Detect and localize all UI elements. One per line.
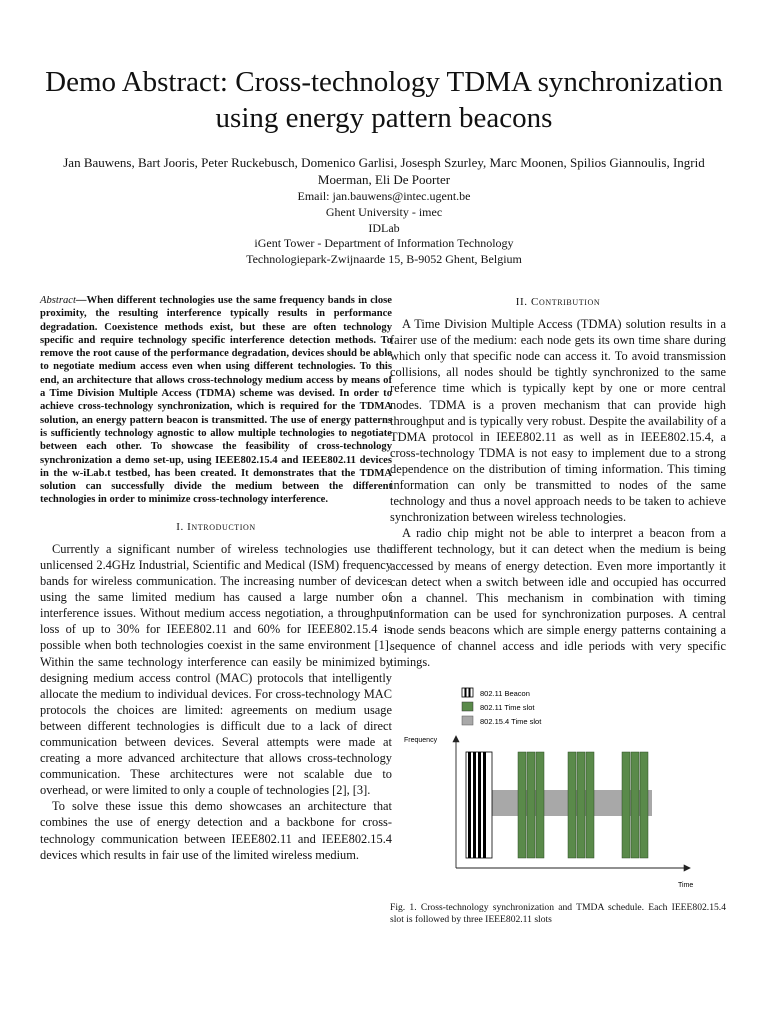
section-heading-contribution <box>390 294 726 310</box>
beacon-pattern <box>466 752 492 858</box>
x-axis-label: Time <box>678 882 694 889</box>
intro-paragraph: Currently a significant number of wireless technologies use the unlicensed 2.4GHz Industrial, Scientific and Medical (ISM) frequency bands for wireless communication. The increasing number of devices using the same limited medium has caused a large number of interference issues. Without medium access negotiation, a throughput loss of up to 30% for IEEE802.11 and 60% for IEEE802.15.4 is possible when both technologies coexist in the same environment [1]. Within the same technology interference can easily be minimized by designing medium access control (MAC) protocols that intelligently allocate the medium to individual devices. For cross-technology MAC protocols the choices are limited: agreements on medium usage between different technologies is difficult due to a lack of direct communication between devices. Several attempts were made at creating a more advanced architecture that allows cross-technology communication. These architectures were not scalable due to overhead, or were limited to only a couple of technologies [2], [3]. <box>40 541 392 798</box>
section-number: I. <box>176 520 184 533</box>
y-axis-label: Frequency <box>404 737 438 744</box>
intro-paragraph: To solve these issue this demo showcases an architecture that combines the use of energy detection and a backbone for cross-technology communication between IEEE802.11 and IEEE802.15.4 devices which results in fair use of the limited wireless medium. <box>40 799 392 862</box>
figure-1 <box>396 680 706 894</box>
department-name: iGent Tower - Department of Information Technology <box>254 236 514 251</box>
figure-caption: Fig. 1. Cross-technology synchronization and TMDA schedule. Each IEEE802.15.4 slot is followed by three IEEE802.11 slots <box>390 902 726 926</box>
university-name: Ghent University - imec <box>325 204 443 219</box>
legend-label-beacon: 802.11 Beacon <box>480 689 530 698</box>
section-number: II. <box>515 296 528 308</box>
abstract <box>40 294 392 507</box>
80211-time-slots <box>518 752 648 858</box>
legend-swatch-beacon <box>462 688 473 697</box>
paper-title: Demo Abstract: Cross-technology TDMA synchronization using energy pattern beacons <box>45 66 723 134</box>
author-list: Jan Bauwens, Bart Jooris, Peter Ruckebusch, Domenico Garlisi, Josesph Szurley, Marc Moonen, Spilios Giannoulis, Ingrid Moerman, Eli De Poorter <box>63 155 705 187</box>
section-title: Contribution <box>531 296 601 308</box>
section-heading-introduction <box>40 519 392 535</box>
postal-address: Technologiepark-Zwijnaarde 15, B-9052 Ghent, Belgium <box>246 252 522 267</box>
figure-legend <box>462 688 542 726</box>
abstract-lead: Abstract <box>40 295 76 306</box>
legend-label-80211-slot: 802.11 Time slot <box>480 703 535 712</box>
author-email: Email: jan.bauwens@intec.ugent.be <box>297 189 471 203</box>
left-column <box>40 294 392 863</box>
abstract-text: —When different technologies use the same frequency bands in close proximity, the resulting interference typically results in performance degradation. Coexistence methods exist, but these are often technology specific and require technology specific interference detection methods. To remove the root cause of the performance degradation, devices should be able to negotiate medium access even when using different technologies. To this end, an architecture that allows cross-technology medium access by means of a Time Division Multiple Access (TDMA) scheme was devised. In order to achieve cross-technology synchronization, which is required for the TDMA solution, an energy pattern beacon is transmitted. The use of energy patterns is sufficiently technology agnostic to allow multiple technologies to negotiate between each other. To showcase the feasibility of cross-technology synchronization a demo set-up, using IEEE802.15.4 and IEEE802.11 devices in the w-iLab.t testbed, has been created. It demonstrates that the TDMA solution can successfully divide the medium between the different technologies in order to minimize cross-technology interference. <box>40 295 392 506</box>
tdma-schedule-diagram <box>396 680 706 894</box>
affiliation-block <box>60 189 708 268</box>
lab-name: IDLab <box>368 220 400 235</box>
contribution-paragraph: A radio chip might not be able to interpret a beacon from a different technology, but it can detect when the medium is being accessed by means of energy detection. Even more importantly it can detect when a switch between idle and occupied has occurred on a channel. This mechanism in combination with timing information can be used for synchronization purposes. A central node sends beacons which are simple energy patterns containing a sequence of channel access and idle periods with very specific timings. <box>390 526 726 670</box>
contribution-paragraph: A Time Division Multiple Access (TDMA) solution results in a fairer use of the medium: each node gets its own time share during which only that specific node can access it. To avoid transmission collisions, all nodes should be tightly synchronized to the same reference time which is typically kept by one or more central nodes. TDMA is a proven mechanism that can provide high throughput and is typically very robust. Despite the availability of a TDMA protocol in IEEE802.11 as well as in IEEE802.15.4, a cross-technology TDMA is not easy to implement due to a strong dependence on the distribution of timing information. This timing information can only be transmitted to nodes of the same technology and thus a novel approach needs to be taken to achieve synchronization between wireless technologies. <box>390 317 726 525</box>
legend-swatch-80211-slot <box>462 702 473 711</box>
right-column <box>390 294 726 670</box>
legend-swatch-802154-slot <box>462 716 473 725</box>
legend-label-802154-slot: 802.15.4 Time slot <box>480 717 542 726</box>
section-title: Introduction <box>187 520 256 533</box>
